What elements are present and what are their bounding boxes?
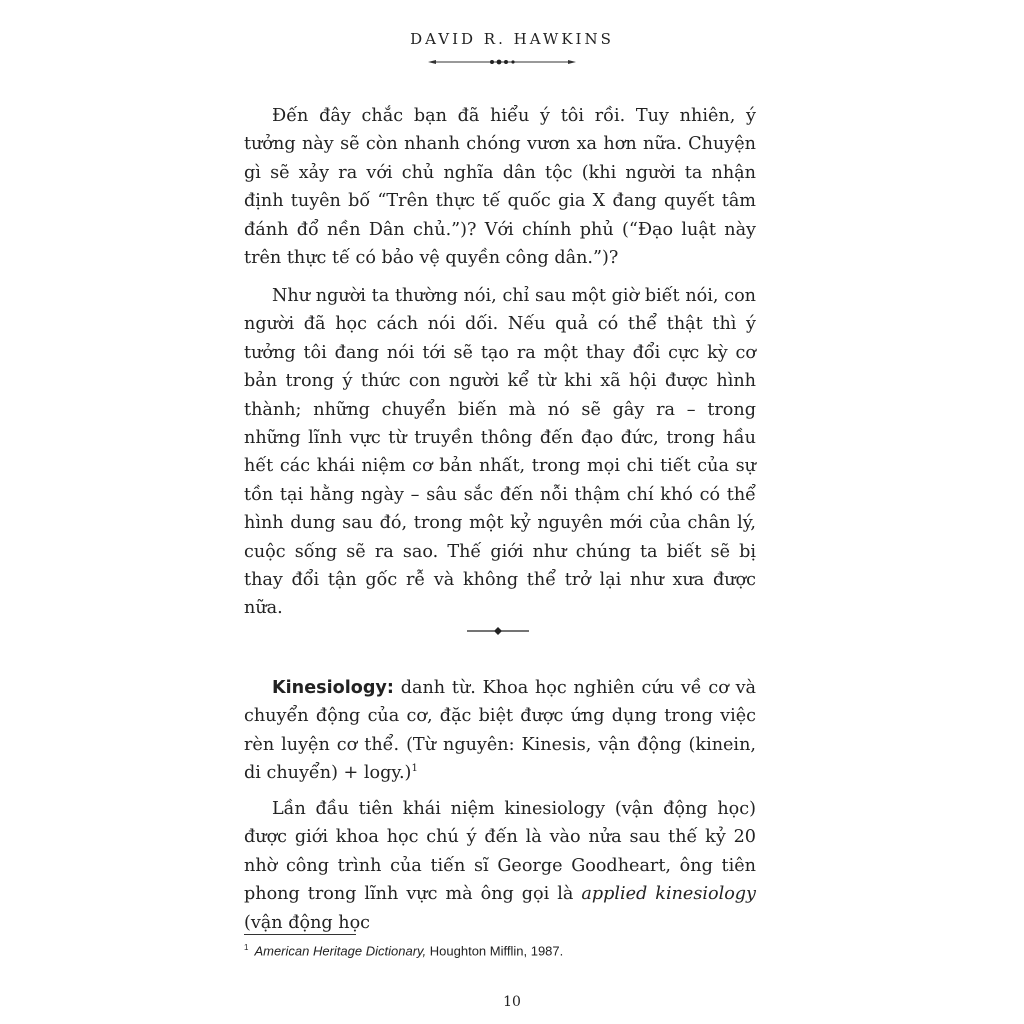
footnote — [244, 943, 764, 958]
section-break-ornament — [467, 626, 529, 636]
paragraph-1 — [244, 102, 756, 272]
definition-paragraph — [244, 674, 756, 788]
definition-text — [244, 674, 756, 788]
paragraph-4 — [244, 795, 756, 937]
footnote-mark: 1 — [244, 943, 249, 952]
paragraph-2 — [244, 282, 756, 623]
paragraph-4-tail: (vận động học — [244, 912, 371, 933]
footnote-title: American Heritage Dictionary, — [254, 943, 427, 959]
footnote-reference: 1 — [411, 763, 418, 775]
defined-term: Kinesiology: — [272, 678, 394, 698]
paragraph-1-text: Đến đây chắc bạn đã hiểu ý tôi rồi. Tuy nhiên, ý tưởng này sẽ còn nhanh chóng vươn xa hơn nữa. Chuyện gì sẽ xảy ra với chủ nghĩa dân tộc (khi người ta nhận định tuyên bố “Trên thực tế quốc gia X đang quyết tâm đánh đổ nền Dân chủ.”)? Với chính phủ (“Đạo luật này trên thực tế có bảo vệ quyền công dân.”)? — [244, 106, 756, 269]
paragraph-4-text — [244, 795, 756, 937]
paragraph-4-italic: applied kinesiology — [581, 884, 756, 905]
footnote-rest: Houghton Mifflin, 1987. — [426, 943, 564, 959]
header-ornament — [428, 57, 576, 67]
page-number: 10 — [503, 994, 521, 1010]
definition-body: danh từ. Khoa học nghiên cứu về cơ và chuyển động của cơ, đặc biệt được ứng dụng trong việc rèn luyện cơ thể. (Từ nguyên: Kinesis, vận động (kinein, di chuyển) + logy.) — [244, 678, 756, 784]
paragraph-4-body: Lần đầu tiên khái niệm kinesiology (vận động học) được giới khoa học chú ý đến là vào nửa sau thế kỷ 20 nhờ công trình của tiến sĩ George Goodheart, ông tiên phong trong lĩnh vực mà ông gọi là — [244, 799, 756, 905]
paragraph-2-text: Như người ta thường nói, chỉ sau một giờ biết nói, con người đã học cách nói dối. Nếu quả có thể thật thì ý tưởng tôi đang nói tới sẽ tạo ra một thay đổi cực kỳ cơ bản trong ý thức con người kể từ khi xã hội được hình thành; những chuyển biến mà nó sẽ gây ra – trong những lĩnh vực từ truyền thông đến đạo đức, trong hầu hết các khái niệm cơ bản nhất, trong mọi chi tiết của sự tồn tại hằng ngày – sâu sắc đến nỗi thậm chí khó có thể hình dung sau đó, trong một kỷ nguyên mới của chân lý, cuộc sống sẽ ra sao. Thế giới như chúng ta biết sẽ bị thay đổi tận gốc rễ và không thể trở lại như xưa được nữa. — [244, 286, 756, 619]
footnote-rule — [244, 934, 356, 935]
running-head: DAVID R. HAWKINS — [410, 30, 614, 48]
